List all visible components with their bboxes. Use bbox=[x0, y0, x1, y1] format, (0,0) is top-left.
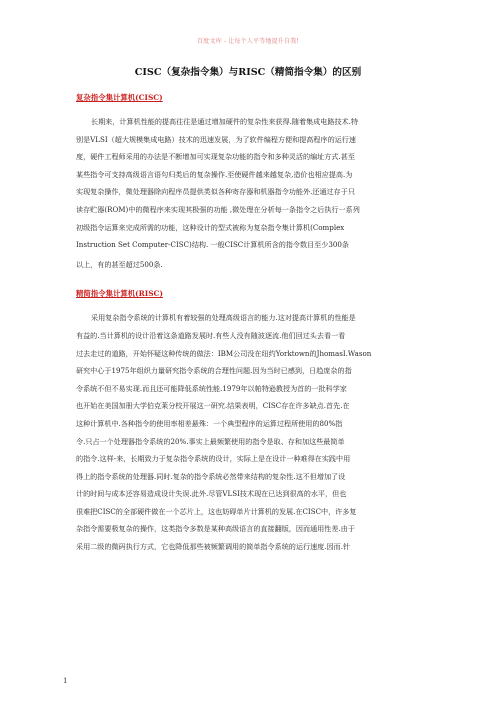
section-heading-risc: 精简指令集计算机(RISC) bbox=[76, 289, 163, 299]
section-paragraph-risc bbox=[76, 309, 426, 555]
text-line: 很难把CISC的全部硬件做在一个芯片上，这也妨碍单片计算机的发展.在CISC中，许多复 bbox=[76, 506, 357, 516]
text-line: 某些指令可支持高级语言语句归类后的复杂操作.至使硬件越来越复杂,造价也相应提高.为 bbox=[76, 169, 353, 179]
text-line: 令.只占一个处理器指令系统的20%.事实上最频繁使用的指令是取、存和加这些最简单 bbox=[76, 436, 345, 446]
text-line: 别是VLSI（超大规模集成电路）技术的迅速发展，为了软件编程方便和提高程序的运行速 bbox=[76, 134, 356, 144]
page-number: 1 bbox=[63, 677, 68, 685]
section-heading-cisc: 复杂指令集计算机(CISC) bbox=[76, 93, 163, 102]
text-line: 实现复杂操作，微处理器除向程序员提供类似各种寄存器和机器指令功能外.还通过存于只 bbox=[76, 187, 355, 197]
text-line: 以上，有的甚至超过500条. bbox=[76, 259, 163, 269]
text-line: 这种计算机中.各种指令的使用率相差悬殊：一个典型程序的运算过程所使用的80%指 bbox=[76, 418, 343, 428]
text-line: 初级指令运算来完成所需的功能，这种设计的型式被称为复杂指令集计算机(Complex bbox=[76, 222, 345, 232]
text-line: 采用复杂指令系统的计算机有着较强的处理高级语言的能力.这对提高计算机的性能是 bbox=[91, 313, 356, 323]
text-line: 得上的指令系统的处理器.同时.复杂的指令系统必然带来结构的复杂性.这不但增加了设 bbox=[76, 471, 346, 481]
text-line: Instruction Set Computer-CISC)结构. 一般CISC计算机所含的指令数目至少300条 bbox=[76, 240, 349, 250]
text-line: 有益的.当计算机的设计沿着这条道路发展时.有些人没有随波逐流.他们回过头去看一看 bbox=[76, 330, 346, 340]
document-title: CISC（复杂指令集）与RISC（精简指令集）的区别 bbox=[134, 67, 362, 78]
text-line: 计的时间与成本还容易造成设计失误.此外.尽管VLSI技术现在已达到很高的水平，但也 bbox=[76, 489, 347, 499]
text-line: 读存贮器(ROM)中的微程序来实现其极强的功能 ,微处理在分析每一条指令之后执行一系列 bbox=[76, 204, 360, 214]
text-line: 的指令.这样-来，长期致力于复杂指令系统的设计，实际上是在设计一种难得在实践中用 bbox=[76, 454, 351, 464]
text-line: 研究中心于1975年组织力量研究指令系统的合理性问题.因为当时已感到，日趋庞杂的指 bbox=[76, 366, 352, 376]
section-paragraph-cisc bbox=[76, 113, 426, 273]
text-line: 也开始在美国加册大学伯克莱分校开展这一研究.结果表明，CISC存在许多缺点.首先.在 bbox=[76, 401, 350, 411]
text-line: 长期来，计算机性能的提高往往是通过增加硬件的复杂性来获得.随着集成电路技术.特 bbox=[91, 117, 358, 126]
text-line: 杂指令需要极复杂的操作，这类指令多数是某种高级语言的直接翻版，因而通用性差.由于 bbox=[76, 524, 355, 534]
header-note: 百度文库 - 让每个人平等地提升自我! bbox=[196, 38, 300, 45]
text-line: 令系统不但不易实现.而且还可能降低系统性能.1979年以帕特逊教授为首的一批科学家 bbox=[76, 383, 347, 393]
text-line: 度，硬件工程师采用的办法是不断增加可实现复杂功能的指令和多种灵活的编址方式.甚至 bbox=[76, 152, 355, 162]
text-line: 过去走过的道路，开始怀疑这种传统的做法：IBM公司没在纽约Yorktown的JhomasI.Wason bbox=[76, 348, 372, 358]
text-line: 采用二级的微码执行方式，它也降低那些被频繁调用的简单指令系统的运行速度.因而.针 bbox=[76, 542, 351, 552]
document-body bbox=[76, 92, 426, 556]
